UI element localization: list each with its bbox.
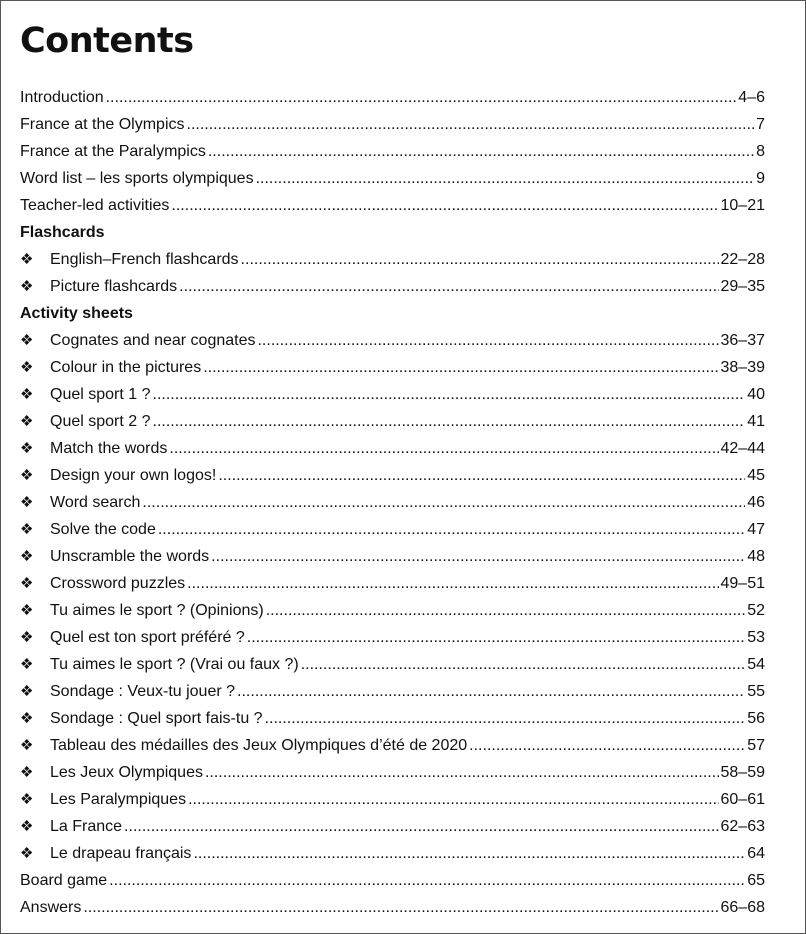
- diamond-bullet-icon: ❖: [20, 332, 34, 349]
- dot-leader: [153, 381, 746, 408]
- toc-entry-pages: 53: [747, 629, 765, 646]
- toc-entry-label: Sondage : Quel sport fais-tu ?: [50, 710, 263, 727]
- toc-entry-pages: 41: [747, 413, 765, 430]
- toc-entry[interactable]: [20, 435, 765, 462]
- toc-entry-pages: 29–35: [720, 278, 765, 295]
- toc-entry[interactable]: [20, 570, 765, 597]
- diamond-bullet-icon: ❖: [20, 629, 34, 646]
- toc-entry-answers[interactable]: [20, 894, 765, 921]
- diamond-bullet-icon: ❖: [20, 251, 34, 268]
- toc-entry-label: Quel sport 2 ?: [50, 413, 151, 430]
- dot-leader: [218, 462, 745, 489]
- toc-entry-pages: 22–28: [720, 251, 765, 268]
- dot-leader: [106, 84, 737, 111]
- toc-entry-pages: 49–51: [720, 575, 765, 592]
- toc-entry-board-game[interactable]: [20, 867, 765, 894]
- toc-entry-label: La France: [50, 818, 123, 835]
- toc-entry-label: Answers: [20, 899, 82, 916]
- toc-entry-pages: 65: [747, 872, 765, 889]
- toc-entry[interactable]: [20, 246, 765, 273]
- dot-leader: [211, 543, 745, 570]
- toc-entry-word-list[interactable]: [20, 165, 765, 192]
- toc-entry-label: Word search: [50, 494, 141, 511]
- diamond-bullet-icon: ❖: [20, 602, 34, 619]
- diamond-bullet-icon: ❖: [20, 845, 34, 862]
- dot-leader: [187, 570, 718, 597]
- toc-entry-teacher-led[interactable]: [20, 192, 765, 219]
- toc-entry[interactable]: [20, 489, 765, 516]
- toc-entry[interactable]: [20, 597, 765, 624]
- dot-leader: [256, 165, 755, 192]
- toc-entry[interactable]: [20, 759, 765, 786]
- diamond-bullet-icon: ❖: [20, 413, 34, 430]
- diamond-bullet-icon: ❖: [20, 575, 34, 592]
- diamond-bullet-icon: ❖: [20, 521, 34, 538]
- dot-leader: [83, 894, 718, 921]
- toc-entry-label: Board game: [20, 872, 108, 889]
- diamond-bullet-icon: ❖: [20, 683, 34, 700]
- toc-entry-pages: 54: [747, 656, 765, 673]
- toc-entry[interactable]: [20, 327, 765, 354]
- dot-leader: [187, 111, 755, 138]
- toc-entry-label: Tableau des médailles des Jeux Olympiques d’été de 2020: [50, 737, 468, 754]
- diamond-bullet-icon: ❖: [20, 548, 34, 565]
- toc-entry[interactable]: [20, 732, 765, 759]
- diamond-bullet-icon: ❖: [20, 359, 34, 376]
- toc-entry-introduction[interactable]: [20, 84, 765, 111]
- toc-entry-pages: 58–59: [720, 764, 765, 781]
- toc-entry[interactable]: [20, 705, 765, 732]
- toc-entry-pages: 9: [756, 170, 765, 187]
- toc-entry[interactable]: [20, 678, 765, 705]
- dot-leader: [109, 867, 745, 894]
- toc-entry-pages: 45: [747, 467, 765, 484]
- toc-entry-pages: 38–39: [720, 359, 765, 376]
- toc-entry-pages: 62–63: [720, 818, 765, 835]
- toc-entry-pages: 36–37: [720, 332, 765, 349]
- diamond-bullet-icon: ❖: [20, 764, 34, 781]
- toc-entry[interactable]: [20, 840, 765, 867]
- toc-entry-label: Match the words: [50, 440, 168, 457]
- toc-entry-label: Tu aimes le sport ? (Opinions): [50, 602, 264, 619]
- toc-entry-pages: 46: [747, 494, 765, 511]
- dot-leader: [193, 840, 745, 867]
- toc-entry-pages: 40: [747, 386, 765, 403]
- toc-entry[interactable]: [20, 651, 765, 678]
- toc-entry-label: Cognates and near cognates: [50, 332, 256, 349]
- dot-leader: [301, 651, 746, 678]
- dot-leader: [266, 597, 745, 624]
- dot-leader: [208, 138, 754, 165]
- dot-leader: [171, 192, 718, 219]
- toc-entry-label: Crossword puzzles: [50, 575, 186, 592]
- toc-entry[interactable]: [20, 462, 765, 489]
- dot-leader: [469, 732, 745, 759]
- toc-entry-label: Quel est ton sport préféré ?: [50, 629, 245, 646]
- toc-entry-pages: 57: [747, 737, 765, 754]
- toc-entry-label: Solve the code: [50, 521, 156, 538]
- dot-leader: [169, 435, 718, 462]
- toc-entry-label: Les Jeux Olympiques: [50, 764, 203, 781]
- dot-leader: [179, 273, 718, 300]
- flashcards-list: [20, 246, 765, 300]
- toc-entry-pages: 8: [756, 143, 765, 160]
- diamond-bullet-icon: ❖: [20, 791, 34, 808]
- toc-entry-pages: 52: [747, 602, 765, 619]
- toc-entry[interactable]: [20, 354, 765, 381]
- dot-leader: [265, 705, 746, 732]
- diamond-bullet-icon: ❖: [20, 467, 34, 484]
- page-title: Contents: [20, 21, 194, 61]
- toc-entry-label: Picture flashcards: [50, 278, 178, 295]
- toc-entry-pages: 48: [747, 548, 765, 565]
- diamond-bullet-icon: ❖: [20, 494, 34, 511]
- toc-entry-label: Colour in the pictures: [50, 359, 202, 376]
- dot-leader: [142, 489, 745, 516]
- diamond-bullet-icon: ❖: [20, 818, 34, 835]
- toc-entry[interactable]: [20, 381, 765, 408]
- dot-leader: [237, 678, 745, 705]
- diamond-bullet-icon: ❖: [20, 440, 34, 457]
- toc-entry[interactable]: [20, 543, 765, 570]
- toc-entry-label: Word list – les sports olympiques: [20, 170, 254, 187]
- toc-entry-pages: 56: [747, 710, 765, 727]
- toc-entry[interactable]: [20, 273, 765, 300]
- diamond-bullet-icon: ❖: [20, 737, 34, 754]
- dot-leader: [203, 354, 718, 381]
- diamond-bullet-icon: ❖: [20, 710, 34, 727]
- toc-entry-label: France at the Olympics: [20, 116, 185, 133]
- toc-entry-label: Sondage : Veux-tu jouer ?: [50, 683, 236, 700]
- dot-leader: [124, 813, 718, 840]
- toc-entry-pages: 60–61: [720, 791, 765, 808]
- toc-entry-label: English–French flashcards: [50, 251, 239, 268]
- toc-entry-label: Tu aimes le sport ? (Vrai ou faux ?): [50, 656, 299, 673]
- diamond-bullet-icon: ❖: [20, 656, 34, 673]
- toc-entry-label: Les Paralympiques: [50, 791, 187, 808]
- dot-leader: [241, 246, 719, 273]
- toc-entry-france-olympics[interactable]: [20, 111, 765, 138]
- toc-entry-label: Le drapeau français: [50, 845, 192, 862]
- dot-leader: [257, 327, 718, 354]
- dot-leader: [188, 786, 718, 813]
- toc-entry-pages: 7: [756, 116, 765, 133]
- diamond-bullet-icon: ❖: [20, 278, 34, 295]
- toc-entry[interactable]: [20, 408, 765, 435]
- toc-entry-pages: 47: [747, 521, 765, 538]
- dot-leader: [205, 759, 719, 786]
- section-heading-flashcards: Flashcards: [20, 224, 105, 241]
- toc-entry-label: Unscramble the words: [50, 548, 210, 565]
- toc-entry[interactable]: [20, 516, 765, 543]
- dot-leader: [153, 408, 746, 435]
- activity-sheets-list: [20, 327, 765, 867]
- toc-entry-pages: 55: [747, 683, 765, 700]
- toc-entry-pages: 66–68: [720, 899, 765, 916]
- toc-entry[interactable]: [20, 786, 765, 813]
- toc-entry-pages: 64: [747, 845, 765, 862]
- toc-entry-pages: 42–44: [720, 440, 765, 457]
- toc-entry-pages: 4–6: [738, 89, 765, 106]
- toc-entry-label: Quel sport 1 ?: [50, 386, 151, 403]
- diamond-bullet-icon: ❖: [20, 386, 34, 403]
- toc-entry-label: Teacher-led activities: [20, 197, 170, 214]
- section-heading-activity-sheets: Activity sheets: [20, 305, 133, 322]
- toc-entry-label: France at the Paralympics: [20, 143, 206, 160]
- dot-leader: [158, 516, 745, 543]
- table-of-contents: [20, 84, 765, 921]
- toc-entry-pages: 10–21: [720, 197, 765, 214]
- dot-leader: [247, 624, 745, 651]
- toc-entry-label: Introduction: [20, 89, 104, 106]
- toc-entry-label: Design your own logos!: [50, 467, 217, 484]
- toc-entry-france-paralympics[interactable]: [20, 138, 765, 165]
- toc-entry[interactable]: [20, 813, 765, 840]
- toc-entry[interactable]: [20, 624, 765, 651]
